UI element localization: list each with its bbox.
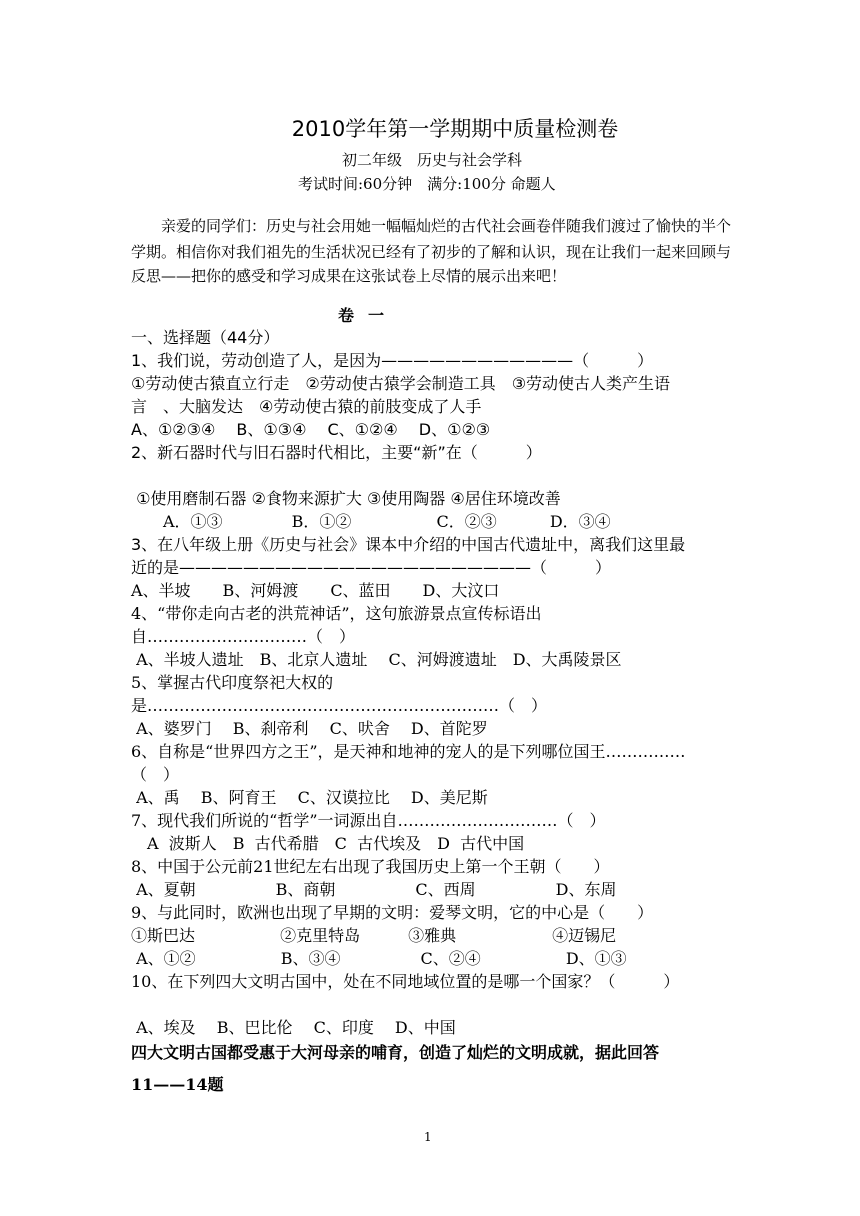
intro-line: 亲爱的同学们：历史与社会用她一幅幅灿烂的古代社会画卷伴随我们渡过了愉快的半个 (131, 217, 732, 235)
bold-instruction: 11——14题 (131, 1075, 224, 1094)
part-title: 一、选择题（44分） (131, 328, 280, 347)
answer-options: A、①② B、③④ C、②④ D、①③ (131, 949, 627, 968)
question-line: 言 、大脑发达 ④劳动使古猿的前肢变成了人手 (131, 397, 482, 416)
question-line: 8、中国于公元前21世纪左右出现了我国历史上第一个王朝（ ） (131, 857, 610, 876)
question-line: 6、自称是“世界四方之王”，是天神和地神的宠人的是下列哪位国王…………… (131, 742, 686, 761)
question-line: 7、现代我们所说的“哲学”一词源出自…………………………（ ） (131, 811, 606, 830)
answer-options: A、埃及 B、巴比伦 C、印度 D、中国 (131, 1018, 456, 1037)
question-line: 1、我们说，劳动创造了人，是因为————————————（ ） (131, 351, 654, 370)
exam-info: 考试时间:60分钟 满分:100分 命题人 (298, 175, 556, 193)
question-line: A、①②③④ B、①③④ C、①②④ D、①②③ (131, 420, 491, 439)
answer-options: A、半坡 B、河姆渡 C、蓝田 D、大汶口 (131, 581, 500, 600)
question-line: 近的是——————————————————————（ ） (131, 558, 612, 577)
exam-title: 2010学年第一学期期中质量检测卷 (291, 117, 619, 141)
question-line: （ ） (131, 765, 180, 784)
question-line: 自…………………………（ ） (131, 627, 356, 646)
answer-options: A、婆罗门 B、刹帝利 C、吠舍 D、首陀罗 (131, 719, 488, 738)
intro-line: 学期。相信你对我们祖先的生活状况已经有了初步的了解和认识，现在让我们一起来回顾与 (131, 243, 732, 261)
question-line: 4、“带你走向古老的洪荒神话”，这句旅游景点宣传标语出 (131, 604, 542, 623)
question-line: ①使用磨制石器 ②食物来源扩大 ③使用陶器 ④居住环境改善 (131, 489, 561, 508)
question-line: 是…………………………………………………………（ ） (131, 696, 548, 715)
answer-options: A．①③ B．①② C．②③ D．③④ (131, 512, 611, 531)
question-line: 10、在下列四大文明古国中，处在不同地域位置的是哪一个国家？（ ） (131, 972, 680, 991)
section-title: 卷一 (338, 306, 399, 325)
question-line: 2、新石器时代与旧石器时代相比，主要“新”在（ ） (131, 443, 542, 462)
question-line: 9、与此同时，欧洲也出现了早期的文明：爱琴文明，它的中心是（ ） (131, 903, 654, 922)
exam-subtitle: 初二年级 历史与社会学科 (342, 151, 523, 169)
answer-options: A、禹 B、阿育王 C、汉谟拉比 D、美尼斯 (131, 788, 488, 807)
answer-options: A 波斯人 B 古代希腊 C 古代埃及 D 古代中国 (131, 834, 525, 853)
answer-options: A、半坡人遗址 B、北京人遗址 C、河姆渡遗址 D、大禹陵景区 (131, 650, 622, 669)
bold-instruction: 四大文明古国都受惠于大河母亲的哺育，创造了灿烂的文明成就，据此回答 (131, 1043, 660, 1062)
question-line: ①劳动使古猿直立行走 ②劳动使古猿学会制造工具 ③劳动使古人类产生语 (131, 374, 671, 393)
page-number: 1 (424, 1130, 432, 1144)
question-line: ①斯巴达 ②克里特岛 ③雅典 ④迈锡尼 (131, 926, 617, 945)
question-line: 3、在八年级上册《历史与社会》课本中介绍的中国古代遗址中，离我们这里最 (131, 535, 686, 554)
intro-line: 反思——把你的感受和学习成果在这张试卷上尽情的展示出来吧！ (131, 267, 567, 285)
question-line: 5、掌握古代印度祭祀大权的 (131, 673, 334, 692)
answer-options: A、夏朝 B、商朝 C、西周 D、东周 (131, 880, 617, 899)
